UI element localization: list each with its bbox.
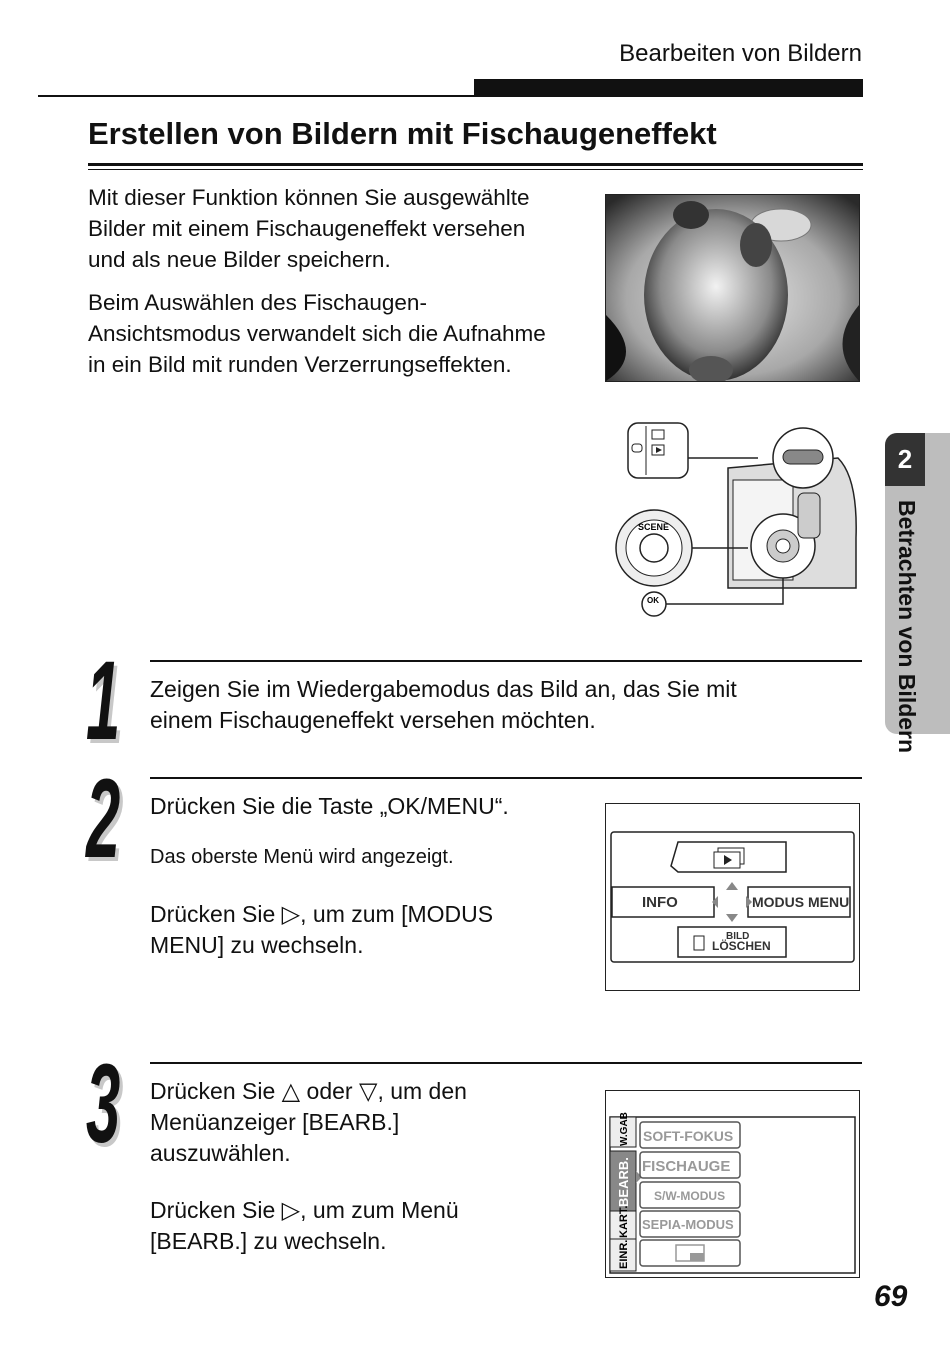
step-2-line-2 — [150, 899, 493, 961]
step-3-line-2 — [150, 1195, 459, 1257]
step-line: , um zum Menü — [300, 1197, 459, 1223]
menu-item-sw-modus: S/W-MODUS — [654, 1189, 726, 1203]
chapter-label: Betrachten von Bildern — [894, 500, 920, 754]
intro-line: Bilder mit einem Fischaugeneffekt versehen — [88, 216, 526, 241]
step-line: [BEARB.] zu wechseln. — [150, 1228, 387, 1254]
ok-label: OK — [647, 596, 659, 605]
tab-wgab: W.GAB — [619, 1112, 630, 1146]
step-3-line-1 — [150, 1076, 467, 1169]
step-line: , um zum [MODUS — [300, 901, 494, 927]
step-line: auszuwählen. — [150, 1140, 291, 1166]
bild-label: BILD — [726, 931, 750, 942]
tab-einr: EINR. — [618, 1239, 630, 1269]
step-1-number: 1 — [86, 638, 121, 763]
down-arrow-icon: ▽ — [358, 1077, 378, 1105]
dial-scene-label: SCENE — [638, 522, 670, 532]
title-rule-thin — [88, 169, 863, 170]
step-line: Drücken Sie — [150, 1078, 276, 1104]
header-bar — [474, 79, 863, 97]
fisheye-photo — [605, 194, 860, 382]
chapter-number: 2 — [885, 433, 925, 486]
step-2-rule — [150, 777, 862, 779]
step-line: , um den — [377, 1078, 467, 1104]
step-2-number: 2 — [86, 756, 121, 881]
menu-item-soft-fokus: SOFT-FOKUS — [643, 1128, 734, 1144]
loeschen-label: LÖSCHEN — [712, 939, 771, 953]
step-line: oder — [306, 1078, 353, 1104]
page-number: 69 — [874, 1280, 908, 1313]
info-option: INFO — [642, 894, 678, 911]
step-line: Drücken Sie — [150, 1197, 276, 1223]
step-2-line-1: Drücken Sie die Taste „OK/MENU“. — [150, 793, 509, 819]
step-line: MENU] zu wechseln. — [150, 932, 364, 958]
page-title: Erstellen von Bildern mit Fischaugeneffekt — [88, 116, 717, 151]
intro-paragraph-1 — [88, 182, 593, 275]
menu-item-fischauge: FISCHAUGE — [642, 1158, 731, 1175]
step-1-text — [150, 674, 737, 736]
intro-line: in ein Bild mit runden Verzerrungseffekten. — [88, 352, 512, 377]
intro-line: Mit dieser Funktion können Sie ausgewählte — [88, 185, 530, 210]
intro-line: und als neue Bilder speichern. — [88, 247, 391, 272]
step-line: Drücken Sie — [150, 901, 276, 927]
step-line: Zeigen Sie im Wiedergabemodus das Bild an, das Sie mit — [150, 676, 737, 702]
intro-line: Ansichtsmodus verwandelt sich die Aufnahme — [88, 321, 546, 346]
title-rule — [88, 163, 863, 166]
step-3-number: 3 — [86, 1041, 121, 1166]
tab-kart: KART. — [618, 1205, 630, 1238]
right-arrow-icon: ▷ — [281, 900, 301, 928]
section-header: Bearbeiten von Bildern — [619, 40, 862, 67]
step-line: Menüanzeiger [BEARB.] — [150, 1109, 400, 1135]
step-line: einem Fischaugeneffekt versehen möchten. — [150, 707, 596, 733]
header-rule — [38, 95, 474, 97]
modus-menu-option: MODUS MENU — [752, 894, 850, 910]
intro-line: Beim Auswählen des Fischaugen- — [88, 290, 427, 315]
intro-paragraph-2 — [88, 287, 593, 380]
camera-diagram — [608, 418, 863, 623]
up-arrow-icon: △ — [281, 1077, 301, 1105]
step-3-rule — [150, 1062, 862, 1064]
menu-item-sepia-modus: SEPIA-MODUS — [642, 1217, 734, 1232]
tab-bearb: BEARB. — [616, 1157, 631, 1207]
top-menu-screen — [605, 803, 860, 991]
right-arrow-icon: ▷ — [281, 1196, 301, 1224]
step-1-rule — [150, 660, 862, 662]
edit-menu-screen — [605, 1090, 860, 1278]
step-2-sub: Das oberste Menü wird angezeigt. — [150, 846, 454, 868]
